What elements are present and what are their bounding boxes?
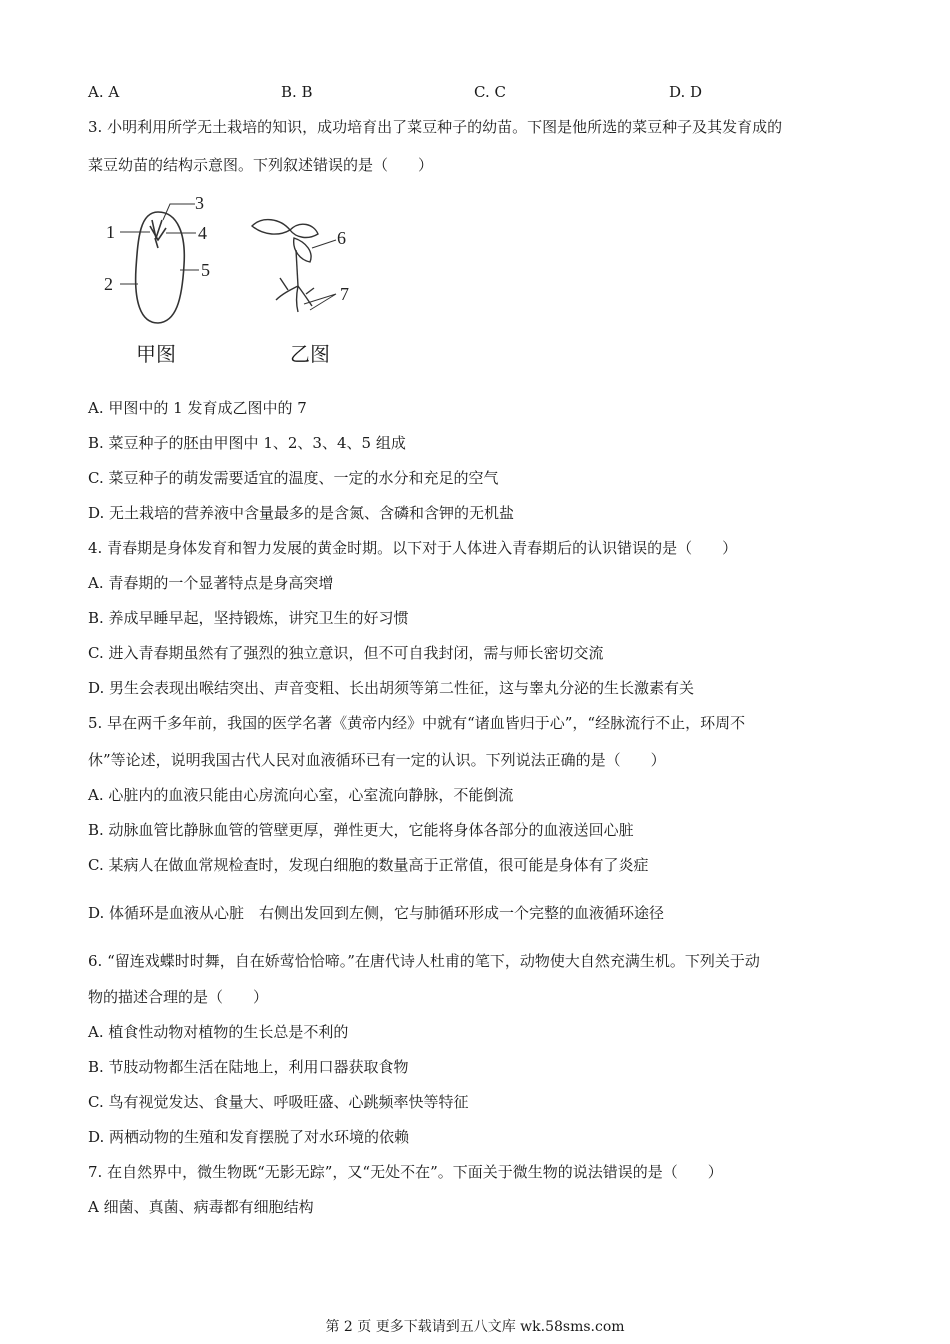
q2-option-a: A. A	[88, 83, 120, 101]
q5-option-d: D. 体循环是血液从心脏 右侧出发回到左侧，它与肺循环形成一个完整的血液循环途径	[88, 904, 665, 922]
q4-option-c: C. 进入青春期虽然有了强烈的独立意识，但不可自我封闭，需与师长密切交流	[88, 644, 604, 662]
q5-option-b: B. 动脉血管比静脉血管的管壁更厚，弹性更大，它能将身体各部分的血液送回心脏	[88, 821, 634, 839]
seed-label-4: 4	[198, 223, 207, 243]
q2-option-c: C. C	[474, 83, 506, 101]
q5-stem-line2: 休”等论述，说明我国古代人民对血液循环已有一定的认识。下列说法正确的是（ ）	[88, 751, 666, 769]
q5-option-c: C. 某病人在做血常规检查时，发现白细胞的数量高于正常值，很可能是身体有了炎症	[88, 856, 649, 874]
q3-option-d: D. 无土栽培的营养液中含量最多的是含氮、含磷和含钾的无机盐	[88, 504, 515, 522]
q6-stem-line2: 物的描述合理的是（ ）	[88, 988, 269, 1006]
q6-stem-line1: 6. “留连戏蝶时时舞，自在娇莺恰恰啼。”在唐代诗人杜甫的笔下，动物使大自然充满生机。下列关于动	[88, 952, 760, 970]
q2-option-d: D. D	[669, 83, 703, 101]
q6-option-b: B. 节肢动物都生活在陆地上，利用口器获取食物	[88, 1058, 409, 1076]
q3-stem-line1: 3. 小明利用所学无土栽培的知识，成功培育出了菜豆种子的幼苗。下图是他所选的菜豆种子及其发育成的	[88, 118, 783, 136]
page-footer: 第 2 页 更多下载请到五八文库 wk.58sms.com	[325, 1319, 625, 1335]
seed-drawing	[120, 204, 199, 323]
q7-stem: 7. 在自然界中，微生物既“无影无踪”，又“无处不在”。下面关于微生物的说法错误的是（ ）	[88, 1163, 723, 1181]
q6-option-d: D. 两栖动物的生殖和发育摆脱了对水环境的依赖	[88, 1128, 410, 1146]
q4-stem: 4. 青春期是身体发育和智力发展的黄金时期。以下对于人体进入青春期后的认识错误的是（ ）	[88, 539, 738, 557]
q3-option-b: B. 菜豆种子的胚由甲图中 1、2、3、4、5 组成	[88, 434, 406, 452]
seedling-label-7: 7	[340, 284, 349, 304]
q4-option-b: B. 养成早睡早起，坚持锻炼，讲究卫生的好习惯	[88, 609, 409, 627]
seedling-label-6: 6	[337, 228, 346, 248]
q2-option-b: B. B	[281, 83, 313, 101]
q4-option-a: A. 青春期的一个显著特点是身高突增	[88, 574, 334, 592]
caption-figure-b: 乙图	[290, 342, 330, 366]
seed-label-1: 1	[106, 222, 115, 242]
q6-option-c: C. 鸟有视觉发达、食量大、呼吸旺盛、心跳频率快等特征	[88, 1093, 469, 1111]
seedling-drawing	[252, 220, 336, 312]
seed-label-2: 2	[104, 274, 113, 294]
q3-stem-line2: 菜豆幼苗的结构示意图。下列叙述错误的是（ ）	[88, 156, 434, 174]
seed-label-5: 5	[201, 260, 210, 280]
q4-option-d: D. 男生会表现出喉结突出、声音变粗、长出胡须等第二性征，这与睾丸分泌的生长激素有关	[88, 679, 695, 697]
q7-option-a: A 细菌、真菌、病毒都有细胞结构	[88, 1198, 314, 1216]
caption-figure-a: 甲图	[136, 342, 176, 366]
q5-option-a: A. 心脏内的血液只能由心房流向心室，心室流向静脉，不能倒流	[88, 786, 514, 804]
seed-label-3: 3	[195, 193, 204, 213]
q3-option-c: C. 菜豆种子的萌发需要适宜的温度、一定的水分和充足的空气	[88, 469, 499, 487]
q6-option-a: A. 植食性动物对植物的生长总是不利的	[88, 1023, 349, 1041]
bean-seed-figure	[100, 190, 380, 370]
q5-stem-line1: 5. 早在两千多年前，我国的医学名著《黄帝内经》中就有“诸血皆归于心”，“经脉流行不止，环周不	[88, 714, 746, 732]
q3-option-a: A. 甲图中的 1 发育成乙图中的 7	[88, 399, 307, 417]
